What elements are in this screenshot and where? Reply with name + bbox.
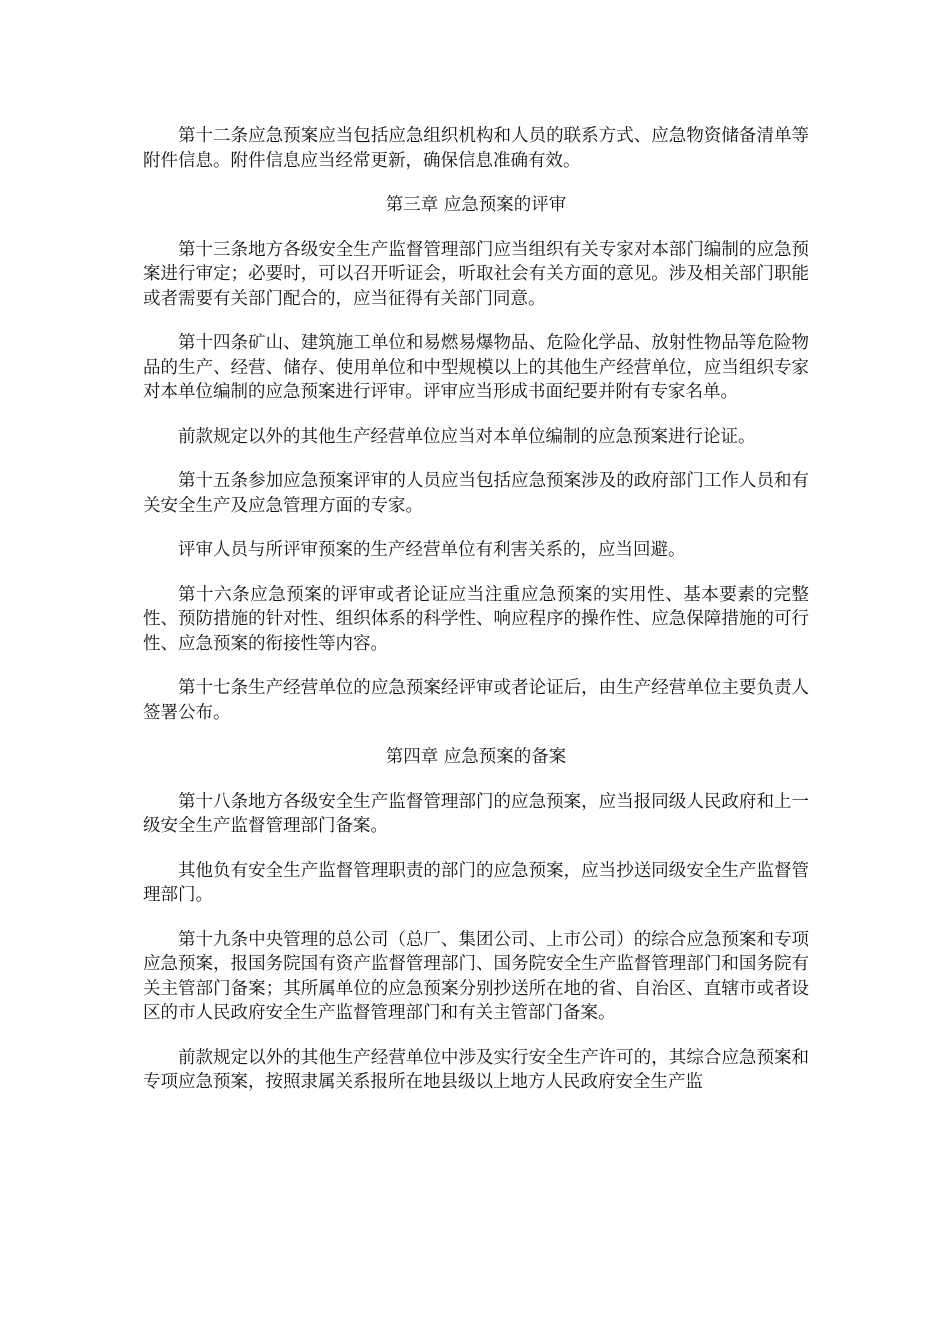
paragraph-article-12: 第十二条应急预案应当包括应急组织机构和人员的联系方式、应急物资储备清单等附件信息。附件信息应当经常更新，确保信息准确有效。 — [143, 126, 809, 171]
paragraph-article-19-clause-2: 前款规定以外的其他生产经营单位中涉及实行安全生产许可的，其综合应急预案和专项应急预案，按照隶属关系报所在地县级以上地方人民政府安全生产监 — [143, 1047, 809, 1092]
paragraph-article-13: 第十三条地方各级安全生产监督管理部门应当组织有关专家对本部门编制的应急预案进行审定；必要时，可以召开听证会，听取社会有关方面的意见。涉及相关部门职能或者需要有关部门配合的，应当征得有关部门同意。 — [143, 239, 809, 309]
paragraph-article-17: 第十七条生产经营单位的应急预案经评审或者论证后，由生产经营单位主要负责人签署公布。 — [143, 678, 809, 723]
paragraph-article-15: 第十五条参加应急预案评审的人员应当包括应急预案涉及的政府部门工作人员和有关安全生产及应急管理方面的专家。 — [143, 471, 809, 516]
paragraph-article-18-clause-2: 其他负有安全生产监督管理职责的部门的应急预案，应当抄送同级安全生产监督管理部门。 — [143, 860, 809, 905]
paragraph-article-18: 第十八条地方各级安全生产监督管理部门的应急预案，应当报同级人民政府和上一级安全生产监督管理部门备案。 — [143, 791, 809, 836]
paragraph-article-14-clause-2: 前款规定以外的其他生产经营单位应当对本单位编制的应急预案进行论证。 — [178, 426, 756, 447]
chapter-heading-3: 第三章 应急预案的评审 — [385, 195, 567, 215]
chapter-heading-4: 第四章 应急预案的备案 — [385, 747, 567, 767]
paragraph-article-19: 第十九条中央管理的总公司（总厂、集团公司、上市公司）的综合应急预案和专项应急预案，报国务院国有资产监督管理部门、国务院安全生产监督管理部门和国务院有关主管部门备案；其所属单位的应急预案分别抄送所在地的省、自治区、直辖市或者设区的市人民政府安全生产监督管理部门和有关主管部门备案。 — [143, 929, 809, 1023]
paragraph-article-15-clause-2: 评审人员与所评审预案的生产经营单位有利害关系的，应当回避。 — [178, 540, 686, 560]
paragraph-article-16: 第十六条应急预案的评审或者论证应当注重应急预案的实用性、基本要素的完整性、预防措施的针对性、组织体系的科学性、响应程序的操作性、应急保障措施的可行性、应急预案的衔接性等内容。 — [143, 584, 809, 654]
document-body — [143, 124, 809, 1115]
paragraph-article-14: 第十四条矿山、建筑施工单位和易燃易爆物品、危险化学品、放射性物品等危险物品的生产、经营、储存、使用单位和中型规模以上的其他生产经营单位，应当组织专家对本单位编制的应急预案进行评审。评审应当形成书面纪要并附有专家名单。 — [143, 333, 809, 402]
